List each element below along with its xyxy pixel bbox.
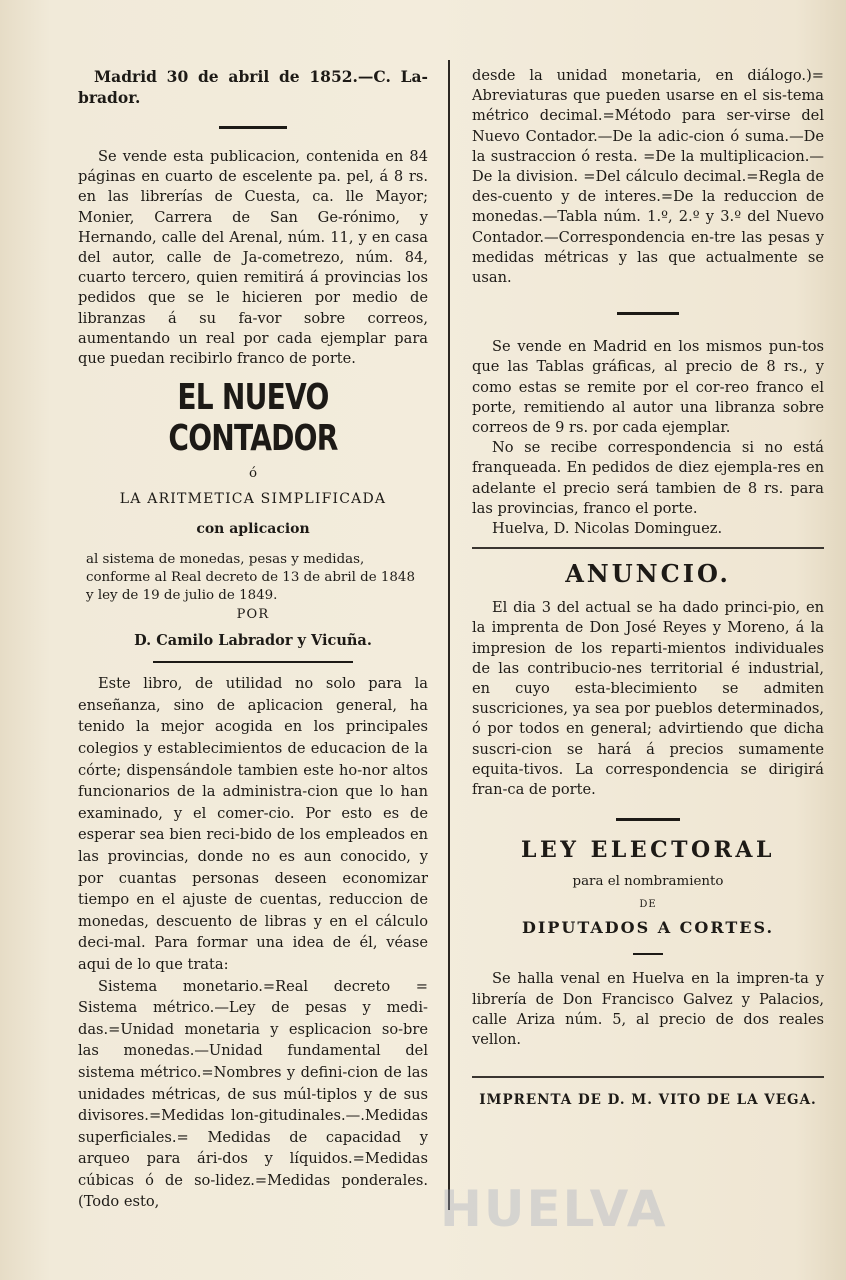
section-rule (472, 547, 824, 549)
section-rule (616, 818, 680, 821)
book-subtitle: LA ARITMETICA SIMPLIFICADA (119, 491, 387, 508)
sale-madrid: Se vende en Madrid en los mismos pun-tos que las Tablas gráficas, al precio de 8 rs., y como estas se remite por el cor-reo franco el porte, remitiendo al autor una libranza sobre correos de 9 rs. por cada ejemplar. (472, 338, 824, 437)
contents-continued: desde la unidad monetaria, en diálogo.)= Abreviaturas que pueden usarse en el sis-tema métrico decimal.=Método para ser-virse del Nuevo Contador.—De la adic-cion ó suma.—De la sustraccion ó resta. =De la multiplicacion.—De la division. =Del cálculo decimal.=Regla de des-cuento y de interes.=De la reduccion de monedas.—Tabla núm. 1.º, 2.º y 3.º del Nuevo Contador.—Correspondencia en-tre las pesas y medidas métricas y las que actualmente se usan. (472, 67, 824, 287)
watermark: HUELVA (440, 1180, 668, 1238)
section-rule (617, 312, 679, 315)
con-aplicacion: con aplicacion (196, 521, 310, 538)
ley-body: Se halla venal en Huelva en la impren-ta y librería de Don Francisco Galvez y Palacios, calle Ariza núm. 5, al precio de dos reales vellon. (472, 970, 824, 1048)
book-title: EL NUEVO CONTADOR (168, 377, 338, 460)
por-label: POR (236, 607, 270, 623)
right-column (472, 66, 824, 1108)
legal-reference: al sistema de monedas, pesas y medidas, conforme al Real decreto de 13 de abril de 1848 y ley de 19 de julio de 1849. (86, 552, 415, 604)
dateline: Madrid 30 de abril de 1852.—C. La-brador. (78, 67, 428, 107)
left-column (78, 66, 428, 1213)
column-divider (448, 60, 450, 1210)
section-rule (633, 953, 663, 955)
ley-diputados: DIPUTADOS A CORTES. (521, 918, 775, 938)
book-description: Este libro, de utilidad no solo para la enseñanza, sino de aplicacion general, ha tenido la mejor acogida en los principales colegios y establecimientos de educacion de la córte; dispensándole tambien este ho-nor altos funcionarios de la administra-cion que lo han examinado, y el comer-cio. Por esto es de esperar sea bien reci-bido de los empleados en las provincias, donde no es aun conocido, y por cuantas personas deseen economizar tiempo en el ajuste de cuentas, reduccion de monedas, descuento de libras y en el cálculo deci-mal. Para formar una idea de él, véase aqui de lo que trata: (78, 675, 428, 973)
section-rule (472, 1076, 824, 1078)
book-contents: Sistema monetario.=Real decreto = Sistema métrico.—Ley de pesas y medi-das.=Unidad monetaria y esplicacion so-bre las monedas.—Unidad fundamental del sistema métrico.=Nombres y defini-cion de las unidades métricas, de sus múl-tiplos y de sus divisores.=Medidas lon-gitudinales.—.Medidas superficiales.= Medidas de capacidad y arqueo para ári-dos y líquidos.=Medidas cúbicas ó de so-lidez.=Medidas ponderales. (Todo esto, (78, 977, 428, 1211)
sale-notice: Se vende esta publicacion, contenida en 84 páginas en cuarto de escelente pa. pel, á 8 rs. en las librerías de Cuesta, ca. lle Mayor; Monier, Carrera de San Ge-rónimo, y Hernando, calle del Arenal, núm. 11, y en casa del autor, calle de Ja-cometrezo, núm. 84, cuarto tercero, quien remitirá á provincias los pedidos que se le hicieren por medio de libranzas á su fa-vor sobre correos, aumentando un real por cada ejemplar para que puedan recibirlo franco de porte. (78, 148, 428, 368)
title-o: ó (248, 466, 258, 482)
imprenta-footer: IMPRENTA DE D. M. VITO DE LA VEGA. (479, 1092, 817, 1109)
ley-subtitle: para el nombramiento (572, 874, 724, 890)
section-rule (219, 126, 287, 129)
ley-electoral-title: LEY ELECTORAL (521, 837, 775, 864)
no-se-recibe: No se recibe correspondencia si no está franqueada. En pedidos de diez ejempla-res en adelante el precio será tambien de 8 rs. para las provincias, franco el porte. (472, 439, 824, 517)
anuncio-title: ANUNCIO. (565, 559, 731, 589)
ley-de: DE (639, 899, 657, 911)
author-name: D. Camilo Labrador y Vicuña. (134, 632, 372, 650)
signature: Huelva, D. Nicolas Dominguez. (492, 520, 723, 538)
anuncio-body: El dia 3 del actual se ha dado princi-pio, en la imprenta de Don José Reyes y Moreno, á la impresion de los reparti-mientos individuales de las contribucio-nes territorial é industrial, en cuyo esta-blecimiento se admiten suscriciones, ya sea por pueblos determinados, ó por todos en general; advirtiendo que dicha suscri-cion se hará á precios sumamente equita-tivos. La correspondencia se dirigirá fran-ca de porte. (472, 599, 824, 799)
section-rule (153, 661, 353, 663)
